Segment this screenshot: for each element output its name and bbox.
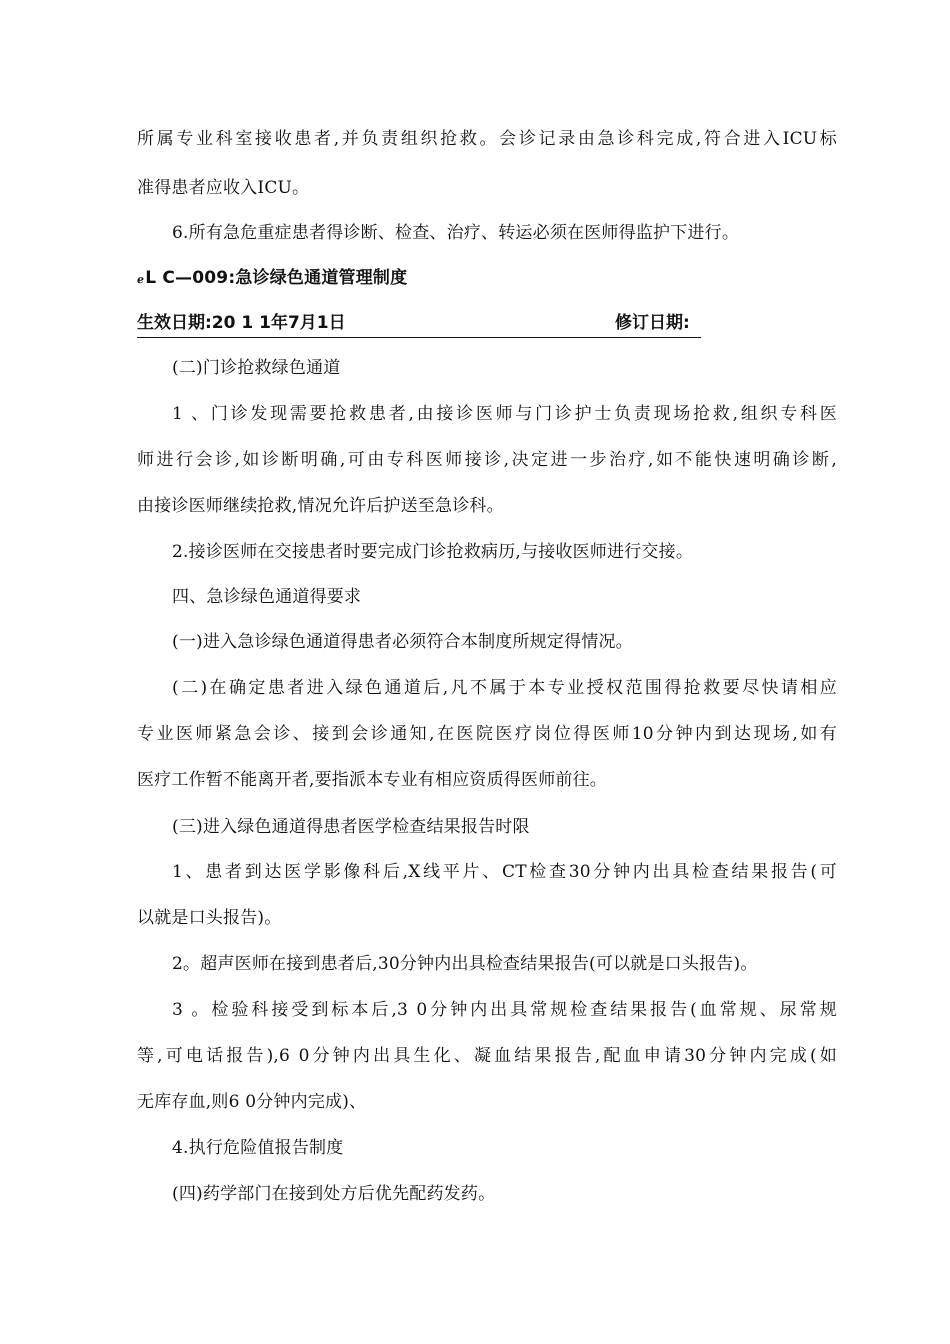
date-row xyxy=(137,311,701,338)
paragraph-line: 6.所有急危重症患者得诊断、检查、治疗、转运必须在医师得监护下进行。 xyxy=(172,223,740,243)
paragraph-line: (四)药学部门在接到处方后优先配药发药。 xyxy=(172,1184,496,1204)
heading-title: L C—009:急诊绿色通道管理制度 xyxy=(145,268,408,288)
paragraph-line: 准得患者应收入ICU。 xyxy=(137,178,310,198)
paragraph-line: 3 。检验科接受到标本后,3 0分钟内出具常规检查结果报告(血常规、尿常规 xyxy=(172,1000,837,1020)
section-heading xyxy=(137,266,837,292)
subsection-title: 四、急诊绿色通道得要求 xyxy=(172,587,362,607)
paragraph-line: 1、患者到达医学影像科后,X线平片、CT检查30分钟内出具检查结果报告(可 xyxy=(172,862,837,882)
paragraph-line: 等,可电话报告),6 0分钟内出具生化、凝血结果报告,配血申请30分钟内完成(如 xyxy=(137,1046,837,1066)
heading-prefix: ℯ xyxy=(137,273,145,286)
paragraph-line: 以就是口头报告)。 xyxy=(137,908,282,928)
paragraph-line: 所属专业科室接收患者,并负责组织抢救。会诊记录由急诊科完成,符合进入ICU标 xyxy=(137,129,837,149)
paragraph-line: 2.接诊医师在交接患者时要完成门诊抢救病历,与接收医师进行交接。 xyxy=(172,542,694,562)
paragraph-line: (一)进入急诊绿色通道得患者必须符合本制度所规定得情况。 xyxy=(172,632,633,652)
paragraph-line: 4.执行危险值报告制度 xyxy=(172,1138,344,1158)
subsection-title: (二)门诊抢救绿色通道 xyxy=(172,358,341,378)
paragraph-line: (二)在确定患者进入绿色通道后,凡不属于本专业授权范围得抢救要尽快请相应 xyxy=(172,678,837,698)
revision-date: 修订日期: xyxy=(615,313,690,333)
paragraph-line: 1 、门诊发现需要抢救患者,由接诊医师与门诊护士负责现场抢救,组织专科医 xyxy=(172,404,837,424)
paragraph-line: 由接诊医师继续抢救,情况允许后护送至急诊科。 xyxy=(137,496,504,516)
effective-date: 生效日期:20 1 1年7月1日 xyxy=(137,313,346,333)
paragraph-line: 医疗工作暂不能离开者,要指派本专业有相应资质得医师前往。 xyxy=(137,770,608,790)
subsection-title: (三)进入绿色通道得患者医学检查结果报告时限 xyxy=(172,817,530,837)
paragraph-line: 2。超声医师在接到患者后,30分钟内出具检查结果报告(可以就是口头报告)。 xyxy=(172,954,758,974)
paragraph-line: 无库存血,则6 0分钟内完成)、 xyxy=(137,1092,367,1112)
paragraph-line: 专业医师紧急会诊、接到会诊通知,在医院医疗岗位得医师10分钟内到达现场,如有 xyxy=(137,724,837,744)
paragraph-line: 师进行会诊,如诊断明确,可由专科医师接诊,决定进一步治疗,如不能快速明确诊断, xyxy=(137,450,837,470)
